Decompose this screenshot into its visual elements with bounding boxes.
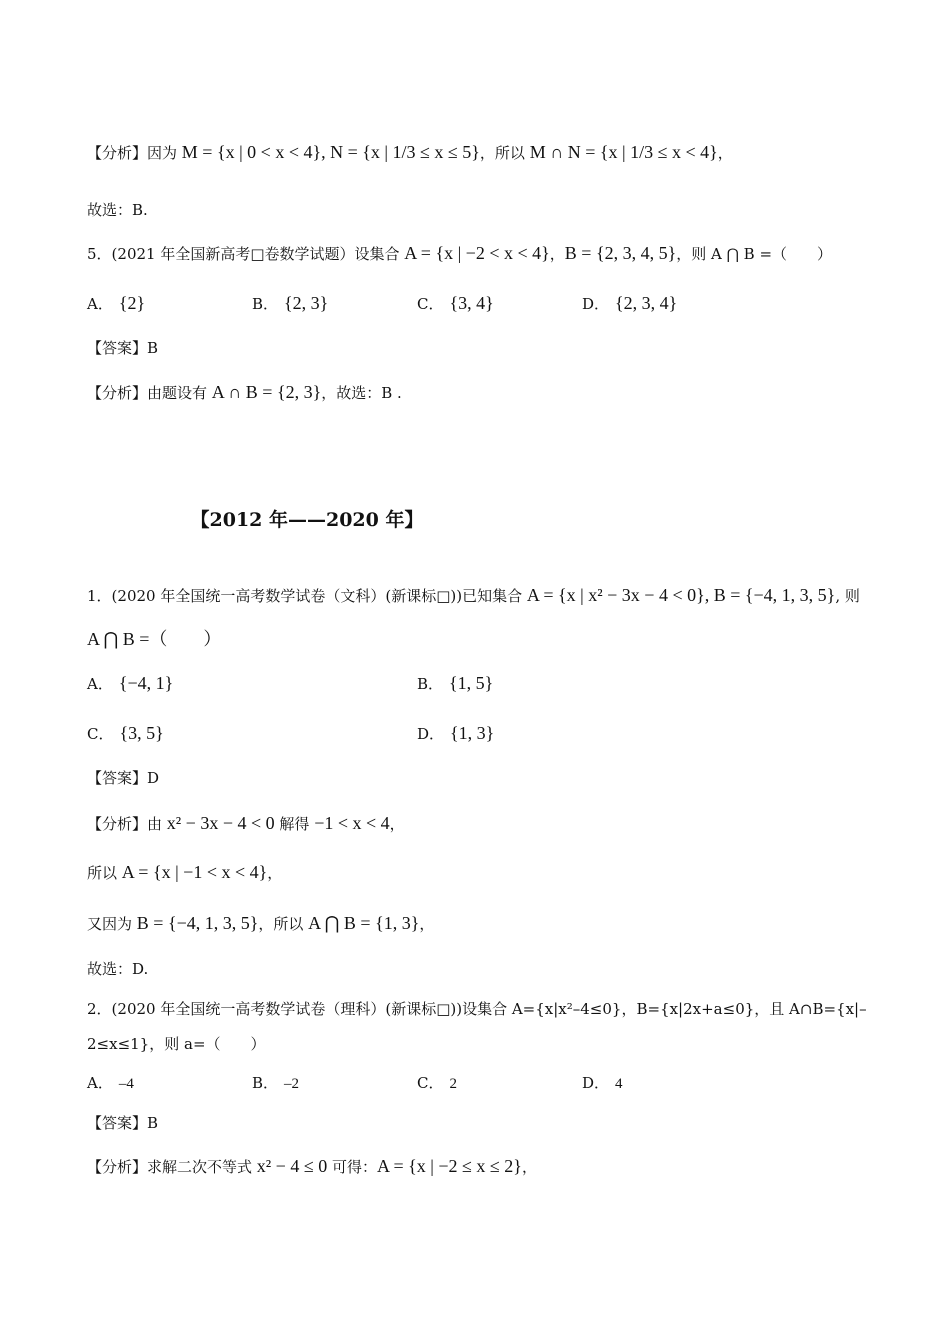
math-expression: x² − 4 ≤ 0 [256,1156,328,1176]
question-text: 5．(2021 年全国新高考□卷数学试题）设集合 [87,245,405,263]
math-expression: A = {x | −1 < x < 4} [121,862,268,882]
analysis-label: 【分析】由 [87,815,167,833]
question-2-stem-line2: 2≤x≤1}，则 a=（ ） [87,1035,266,1053]
option-value: 2 [449,1076,457,1092]
option-label: A． [87,675,113,693]
text: ，故选：B . [321,384,402,402]
option-value: –4 [118,1076,134,1092]
q2-analysis [87,1156,537,1177]
q5-option-a [87,293,145,314]
option-label: D． [417,725,445,743]
q2-option-d [582,1073,623,1094]
option-label: C． [417,295,444,313]
option-label: D． [582,1074,610,1092]
text: 可得： [327,1158,377,1176]
option-value: {1, 5} [449,673,494,693]
question-5-stem [87,243,832,264]
question-1-line2: A ⋂ B =（ ） [87,629,222,649]
q1-option-a [87,673,173,694]
q5-option-b [252,293,328,314]
q5-answer: 【答案】B [87,339,159,357]
option-label: C． [87,725,114,743]
q1-analysis-1 [87,813,405,834]
q5-option-c [417,293,494,314]
math-expression: x² − 3x − 4 < 0 [166,813,275,833]
text: ， [717,144,733,162]
option-value: {3, 5} [119,723,164,743]
q5-analysis [87,382,402,403]
text: ，则 A ⋂ B =（ ） [676,245,833,263]
section-heading: 【2012 年——2020 年】 [190,509,424,531]
option-value: {−4, 1} [118,673,174,693]
text: 所以 [87,864,122,882]
math-expression: A = {x | −2 < x < 4} [404,243,550,263]
question-1-stem [87,585,860,606]
text: 解得 [274,815,315,833]
analysis-label: 【分析】因为 [87,144,182,162]
text: ，所以 [479,144,530,162]
math-expression: A ∩ B = {2, 3} [211,382,322,402]
q2-option-a [87,1073,134,1094]
q5-option-d [582,293,677,314]
math-expression: A = {x | −2 ≤ x ≤ 2} [377,1156,522,1176]
q1-option-c [87,723,164,744]
math-expression: B = {2, 3, 4, 5} [564,243,677,263]
option-label: A． [87,295,113,313]
option-label: D． [582,295,610,313]
conclusion-top: 故选：B. [87,201,148,219]
q1-option-d [417,723,494,744]
option-label: B． [252,1074,279,1092]
text: ， [267,864,283,882]
text: ， [549,245,565,263]
analysis-line-top [87,142,733,163]
text: 又因为 [87,915,137,933]
text: ， [521,1158,537,1176]
q1-analysis-3 [87,913,434,934]
option-label: C． [417,1074,444,1092]
text: , 则 [835,587,860,605]
option-value: {3, 4} [449,293,494,313]
text: ， [419,915,435,933]
q1-option-b [417,673,493,694]
option-value: –2 [284,1076,300,1092]
option-label: A． [87,1074,113,1092]
question-2-stem-line1: 2．(2020 年全国统一高考数学试卷（理科）(新课标□))设集合 A={x|x²–4≤0}，B={x|2x+a≤0}，且 A∩B={x|– [87,1000,867,1018]
option-value: {2, 3} [284,293,329,313]
q2-option-b [252,1073,299,1094]
q2-answer: 【答案】B [87,1114,159,1132]
q2-option-c [417,1073,457,1094]
q1-conclusion: 故选：D. [87,960,149,978]
text: ，所以 [258,915,309,933]
analysis-label: 【分析】由题设有 [87,384,212,402]
analysis-label: 【分析】求解二次不等式 [87,1158,257,1176]
math-expression: −1 < x < 4 [314,813,390,833]
option-label: B． [252,295,279,313]
option-value: {2, 3, 4} [615,293,678,313]
math-expression: B = {−4, 1, 3, 5} [136,913,259,933]
question-text: 1．(2020 年全国统一高考数学试卷（文科）(新课标□))已知集合 [87,587,527,605]
option-value: 4 [615,1076,623,1092]
math-expression: M = {x | 0 < x < 4}, N = {x | 1/3 ≤ x ≤ 5} [181,142,480,162]
math-expression: M ∩ N = {x | 1/3 ≤ x < 4} [529,142,718,162]
option-value: {2} [118,293,146,313]
option-label: B． [417,675,444,693]
option-value: {1, 3} [450,723,495,743]
q1-analysis-2 [87,862,282,883]
text: ， [389,815,405,833]
q1-answer: 【答案】D [87,769,160,787]
math-expression: A ⋂ B = {1, 3} [308,913,420,933]
math-expression: A = {x | x² − 3x − 4 < 0}, B = {−4, 1, 3, 5} [526,585,836,605]
